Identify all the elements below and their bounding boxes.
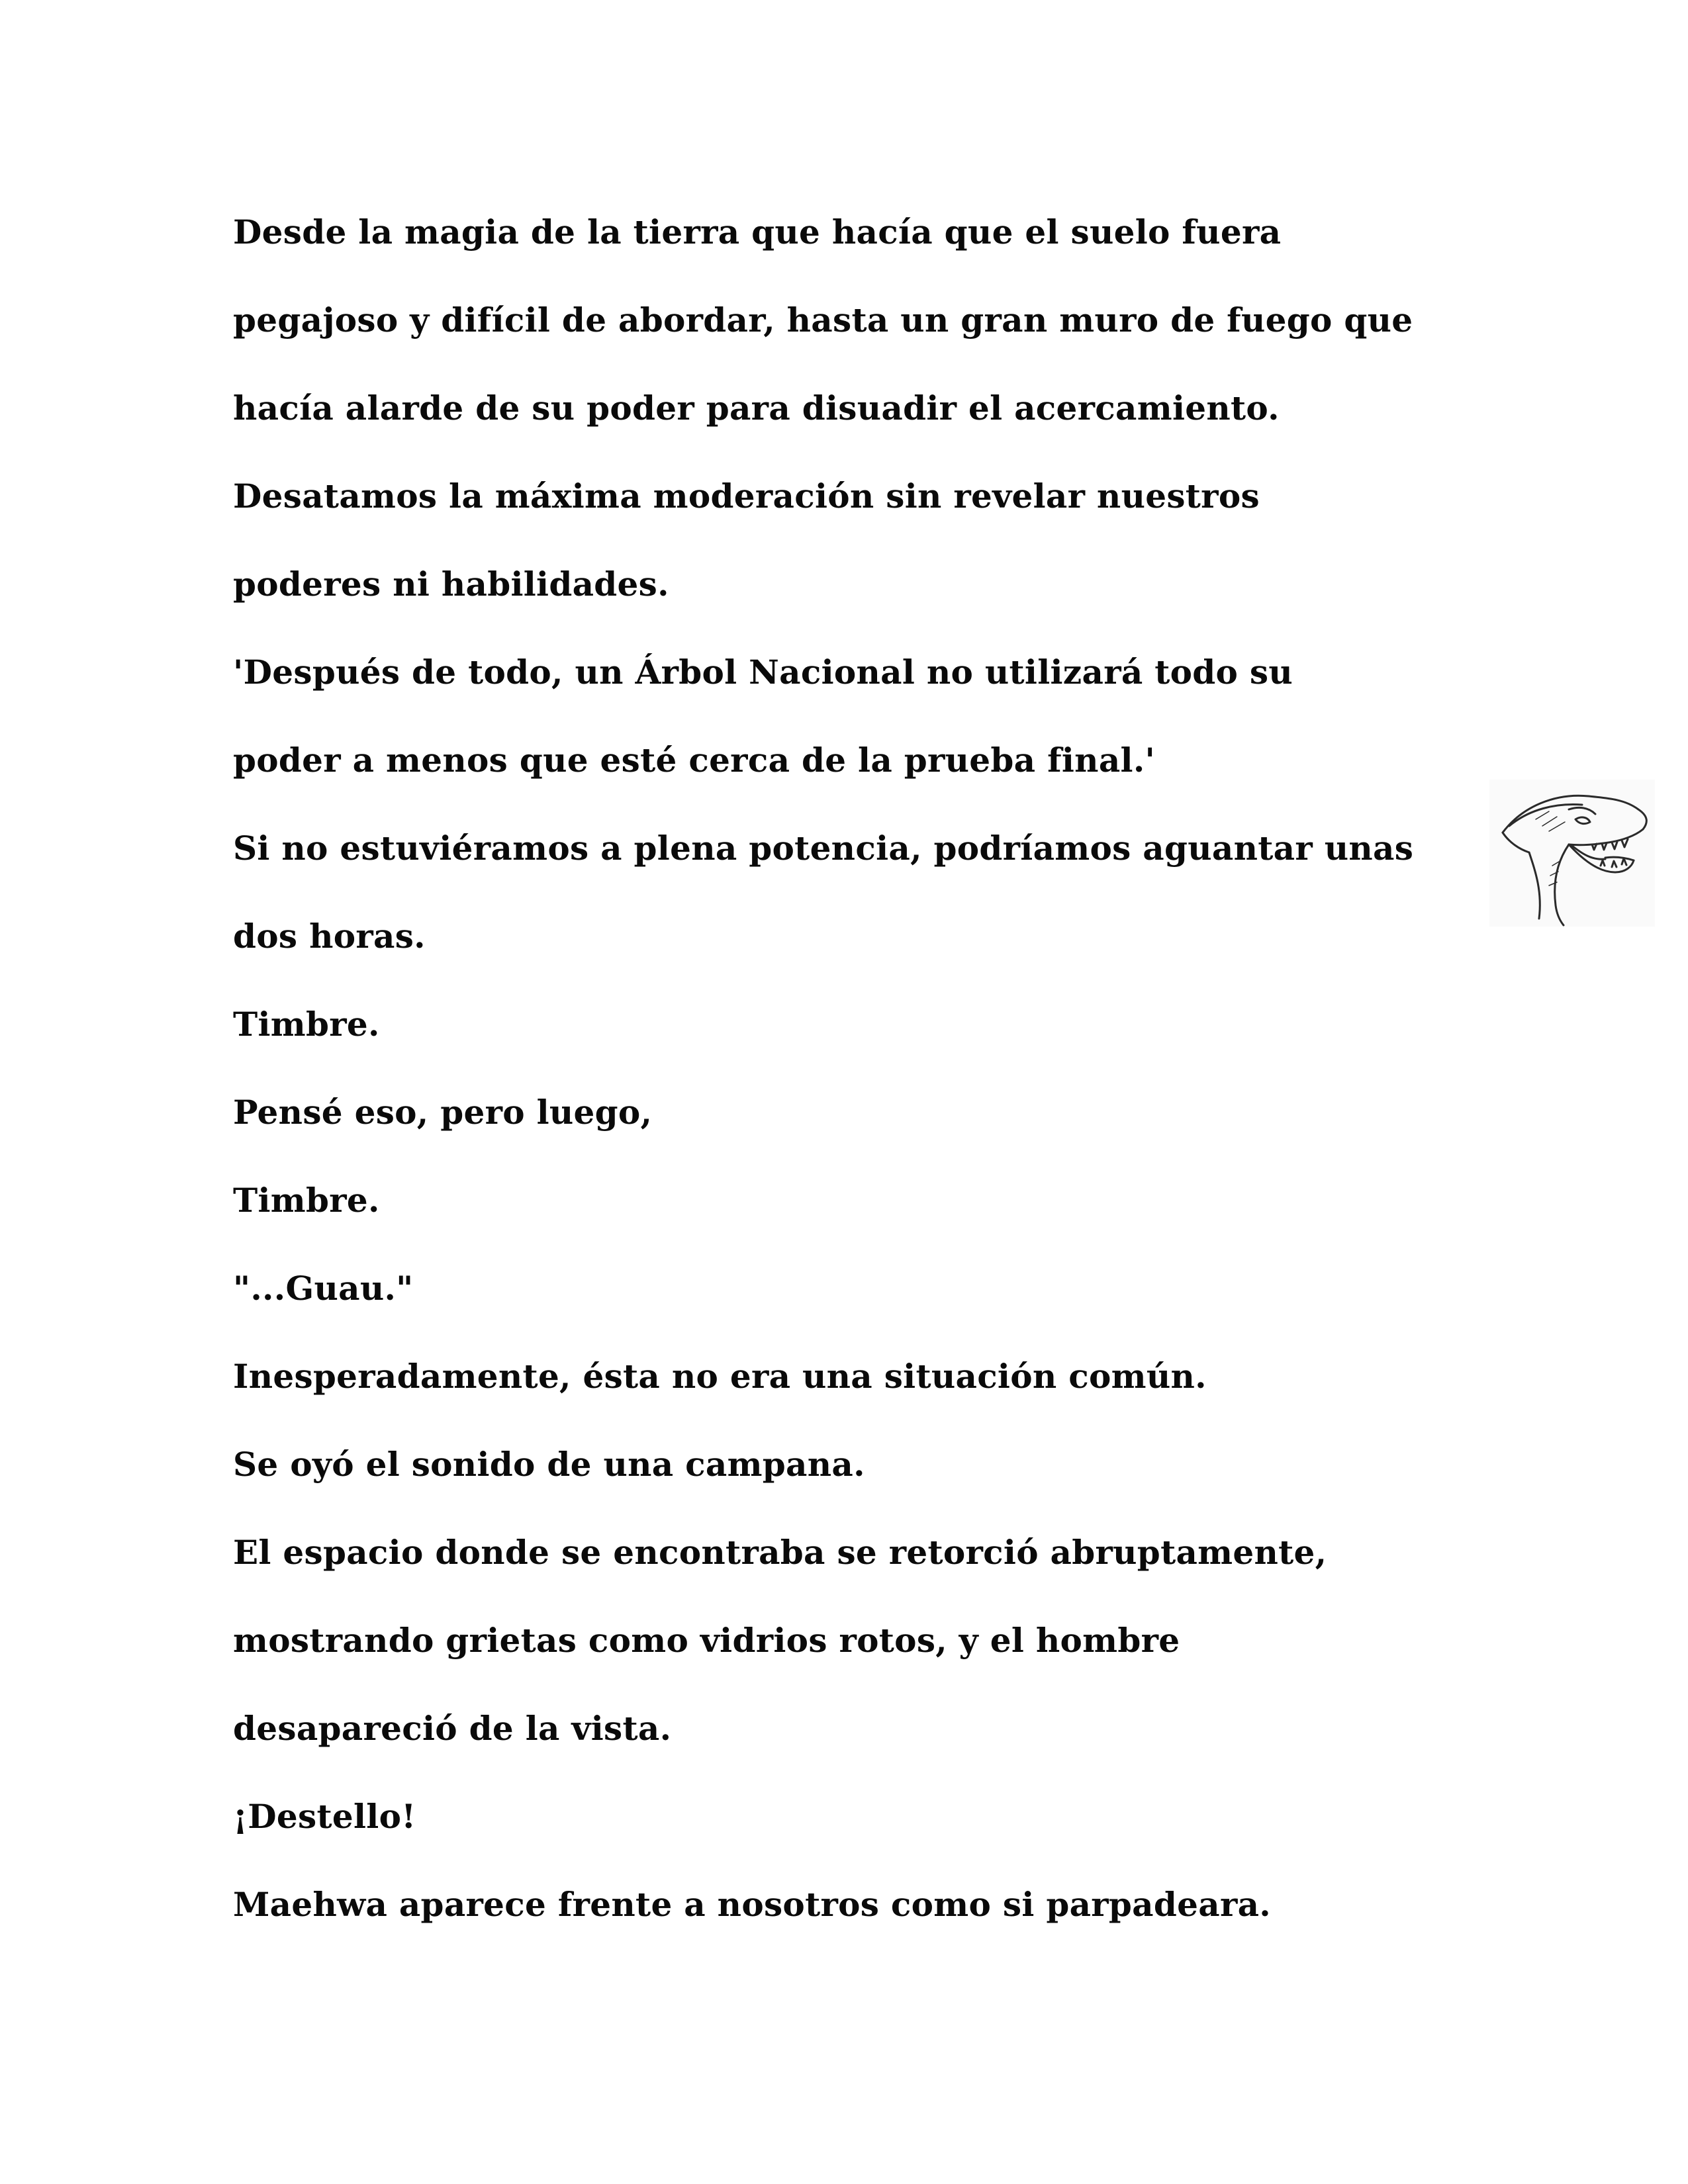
text-line: Pensé eso, pero luego, (233, 1093, 653, 1132)
text-line: Se oyó el sonido de una campana. (233, 1445, 865, 1484)
text-line: Desde la magia de la tierra que hacía que el suelo fuera (233, 212, 1282, 251)
text-line: Desatamos la máxima moderación sin revelar nuestros (233, 477, 1260, 516)
text-line: Timbre. (233, 1181, 380, 1220)
text-line: mostrando grietas como vidrios rotos, y el hombre (233, 1621, 1180, 1660)
text-line: Inesperadamente, ésta no era una situación común. (233, 1357, 1207, 1396)
text-line: hacía alarde de su poder para disuadir el acercamiento. (233, 388, 1280, 428)
text-line: poder a menos que esté cerca de la prueba final.' (233, 741, 1156, 780)
text-line: Si no estuviéramos a plena potencia, podríamos aguantar unas (233, 829, 1414, 868)
text-line: pegajoso y difícil de abordar, hasta un gran muro de fuego que (233, 300, 1413, 340)
text-line: Maehwa aparece frente a nosotros como si parpadeara. (233, 1885, 1271, 1924)
text-line: dos horas. (233, 917, 426, 956)
text-line: ¡Destello! (233, 1797, 416, 1836)
text-line: El espacio donde se encontraba se retorció abruptamente, (233, 1533, 1327, 1572)
text-line: "...Guau." (233, 1269, 414, 1308)
text-line: desapareció de la vista. (233, 1709, 672, 1748)
dinosaur-head-sketch-icon (1489, 780, 1655, 927)
text-line: Timbre. (233, 1005, 380, 1044)
text-line: 'Después de todo, un Árbol Nacional no utilizará todo su (233, 653, 1293, 692)
text-line: poderes ni habilidades. (233, 565, 669, 604)
body-text (233, 188, 1458, 1948)
